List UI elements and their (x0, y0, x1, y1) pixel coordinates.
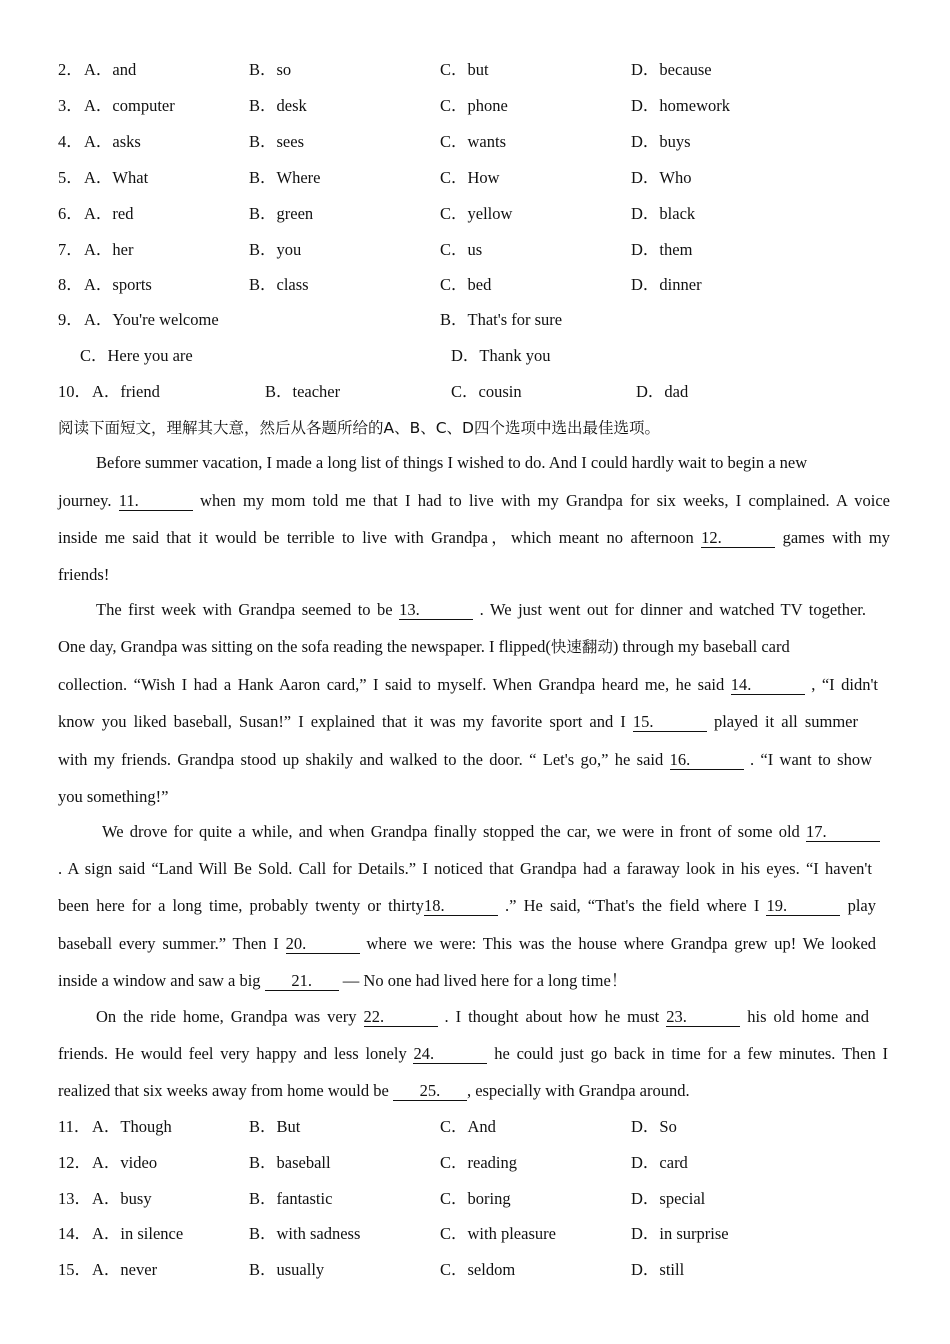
passage-line: been here for a long time, probably twenty or thirty18. .” He said, “That's the field where I 19. play (58, 896, 876, 915)
question-number: 11． (58, 1117, 91, 1136)
question-number: 13． (58, 1188, 91, 1208)
option-c: C．bed (440, 275, 492, 295)
blank-13[interactable]: 13. (399, 601, 473, 620)
blank-22[interactable]: 22. (364, 1008, 438, 1027)
option-c: C．phone (440, 95, 508, 115)
blank-19[interactable]: 19. (766, 897, 840, 916)
option-d: D．because (631, 60, 712, 79)
question-number: 4． (58, 131, 83, 151)
question-number: 12． (58, 1152, 91, 1172)
option-b: B．you (249, 239, 302, 259)
passage-line: inside me said that it would be terrible to live with Grandpa，which meant no afternoon 12. games with my (58, 528, 891, 547)
option-c: C．cousin (451, 382, 522, 401)
question-9-cont (58, 344, 890, 368)
option-c: C．reading (440, 1152, 517, 1172)
option-d: D．So (631, 1117, 677, 1136)
option-b: B．with sadness (249, 1224, 361, 1244)
option-d: D．still (631, 1260, 685, 1280)
option-c: C．seldom (440, 1260, 516, 1280)
option-b: B．sees (249, 131, 304, 151)
option-b: B．fantastic (249, 1188, 333, 1208)
option-a: A．sports (84, 275, 152, 295)
blank-14[interactable]: 14. (731, 676, 805, 695)
passage-line: with my friends. Grandpa stood up shakily and walked to the door. “ Let's go,” he said 16. . “I want to show (58, 750, 872, 769)
option-d: D．special (631, 1188, 706, 1208)
blank-18[interactable]: 18. (424, 897, 498, 916)
blank-15[interactable]: 15. (633, 713, 707, 732)
option-a: A．friend (92, 382, 160, 401)
question-row (58, 1115, 890, 1139)
passage-line: journey. 11. when my mom told me that I had to live with my Grandpa for six weeks, I complained. A voice (58, 491, 891, 510)
passage-line: baseball every summer.” Then I 20. where we were: This was the house where Grandpa grew up! We looked (58, 934, 877, 953)
option-a: A．What (84, 167, 149, 187)
question-row (58, 58, 890, 82)
passage-line: On the ride home, Grandpa was very 22. . I thought about how he must 23. his old home and (96, 1007, 870, 1026)
question-row (58, 1151, 890, 1175)
option-b: B．teacher (265, 382, 341, 401)
option-c: C．us (440, 239, 483, 259)
option-c: C．with pleasure (440, 1224, 556, 1244)
question-row (58, 202, 890, 226)
question-9 (58, 308, 890, 332)
blank-20[interactable]: 20. (286, 935, 360, 954)
passage-line: We drove for quite a while, and when Grandpa finally stopped the car, we were in front of some old 17. (102, 820, 880, 844)
option-b: B．so (249, 60, 292, 79)
question-row (58, 1258, 890, 1282)
option-b: B．But (249, 1117, 301, 1136)
question-number: 9． (58, 310, 83, 329)
option-c: C．yellow (440, 203, 513, 223)
question-number: 15． (58, 1260, 91, 1280)
passage-line: One day, Grandpa was sitting on the sofa reading the newspaper. I flipped(快速翻动) through my baseball card (58, 637, 790, 656)
option-d: D．homework (631, 95, 730, 115)
option-c: C．boring (440, 1188, 511, 1208)
option-a: A．Though (92, 1117, 172, 1136)
question-number: 3． (58, 95, 83, 115)
question-10 (58, 380, 890, 404)
option-d: D．buys (631, 131, 691, 151)
option-c: C．wants (440, 131, 506, 151)
option-a: A．and (84, 60, 137, 79)
reading-instruction: 阅读下面短文，理解其大意，然后从各题所给的A、B、C、D四个选项中选出最佳选项。 (58, 419, 660, 437)
passage-line: know you liked baseball, Susan!” I explained that it was my favorite sport and I 15. played it all summer (58, 712, 858, 731)
option-a: A．computer (84, 95, 175, 115)
question-row (58, 130, 890, 154)
option-d: D．black (631, 203, 696, 223)
option-c: C．but (440, 60, 489, 79)
option-c: C．And (440, 1117, 496, 1136)
option-d: D．card (631, 1152, 688, 1172)
option-a: A．in silence (92, 1224, 184, 1244)
option-b: B．green (249, 203, 314, 223)
question-number: 14． (58, 1224, 91, 1244)
option-c: C．How (440, 167, 500, 187)
question-number: 6． (58, 203, 83, 223)
option-a: A．red (84, 203, 134, 223)
question-number: 5． (58, 167, 83, 187)
option-d: D．dinner (631, 275, 702, 295)
question-row (58, 1187, 890, 1211)
passage-line: you something!” (58, 787, 169, 806)
option-b: B．That's for sure (440, 310, 563, 329)
blank-11[interactable]: 11. (119, 492, 193, 511)
option-a: A．never (92, 1260, 158, 1280)
question-row (58, 94, 890, 118)
blank-23[interactable]: 23. (666, 1008, 740, 1027)
passage-line: . A sign said “Land Will Be Sold. Call for Details.” I noticed that Grandpa had a faraway look in his eyes. “I haven't (58, 859, 872, 878)
question-number: 7． (58, 239, 83, 259)
option-b: B．class (249, 275, 309, 295)
blank-24[interactable]: 24. (413, 1045, 487, 1064)
blank-12[interactable]: 12. (701, 529, 775, 548)
passage-line: realized that six weeks away from home would be 25. , especially with Grandpa around. (58, 1081, 690, 1100)
option-a: A．busy (92, 1188, 152, 1208)
question-row (58, 1222, 890, 1246)
option-b: B．Where (249, 167, 321, 187)
question-row (58, 238, 890, 262)
blank-16[interactable]: 16. (670, 751, 744, 770)
option-d: D．Who (631, 167, 692, 187)
blank-21[interactable]: 21. (265, 972, 339, 991)
option-b: B．desk (249, 95, 307, 115)
blank-17[interactable]: 17. (806, 823, 880, 842)
question-row (58, 166, 890, 190)
option-a: A．asks (84, 131, 141, 151)
option-a: A．You're welcome (84, 310, 219, 329)
passage-line: collection. “Wish I had a Hank Aaron card,” I said to myself. When Grandpa heard me, he said 14. , “I didn't (58, 675, 879, 694)
option-d: D．Thank you (451, 346, 551, 365)
option-d: D．in surprise (631, 1224, 729, 1244)
option-a: A．her (84, 239, 134, 259)
question-number: 8． (58, 275, 83, 295)
blank-25[interactable]: 25. (393, 1082, 467, 1101)
option-c: C．Here you are (80, 346, 193, 365)
passage-line: The first week with Grandpa seemed to be 13. . We just went out for dinner and watched TV together. (96, 600, 867, 619)
option-b: B．baseball (249, 1152, 331, 1172)
passage-line: friends! (58, 565, 110, 584)
passage-line: inside a window and saw a big 21. — No one had lived here for a long time！ (58, 971, 628, 990)
option-d: D．dad (636, 382, 689, 401)
option-a: A．video (92, 1152, 158, 1172)
passage-line: friends. He would feel very happy and less lonely 24. he could just go back in time for a few minutes. Then I (58, 1044, 888, 1063)
option-d: D．them (631, 239, 693, 259)
passage-line: Before summer vacation, I made a long list of things I wished to do. And I could hardly wait to begin a new (96, 453, 808, 472)
question-row (58, 273, 890, 297)
option-b: B．usually (249, 1260, 325, 1280)
question-number: 10． (58, 382, 91, 401)
question-number: 2． (58, 60, 83, 79)
